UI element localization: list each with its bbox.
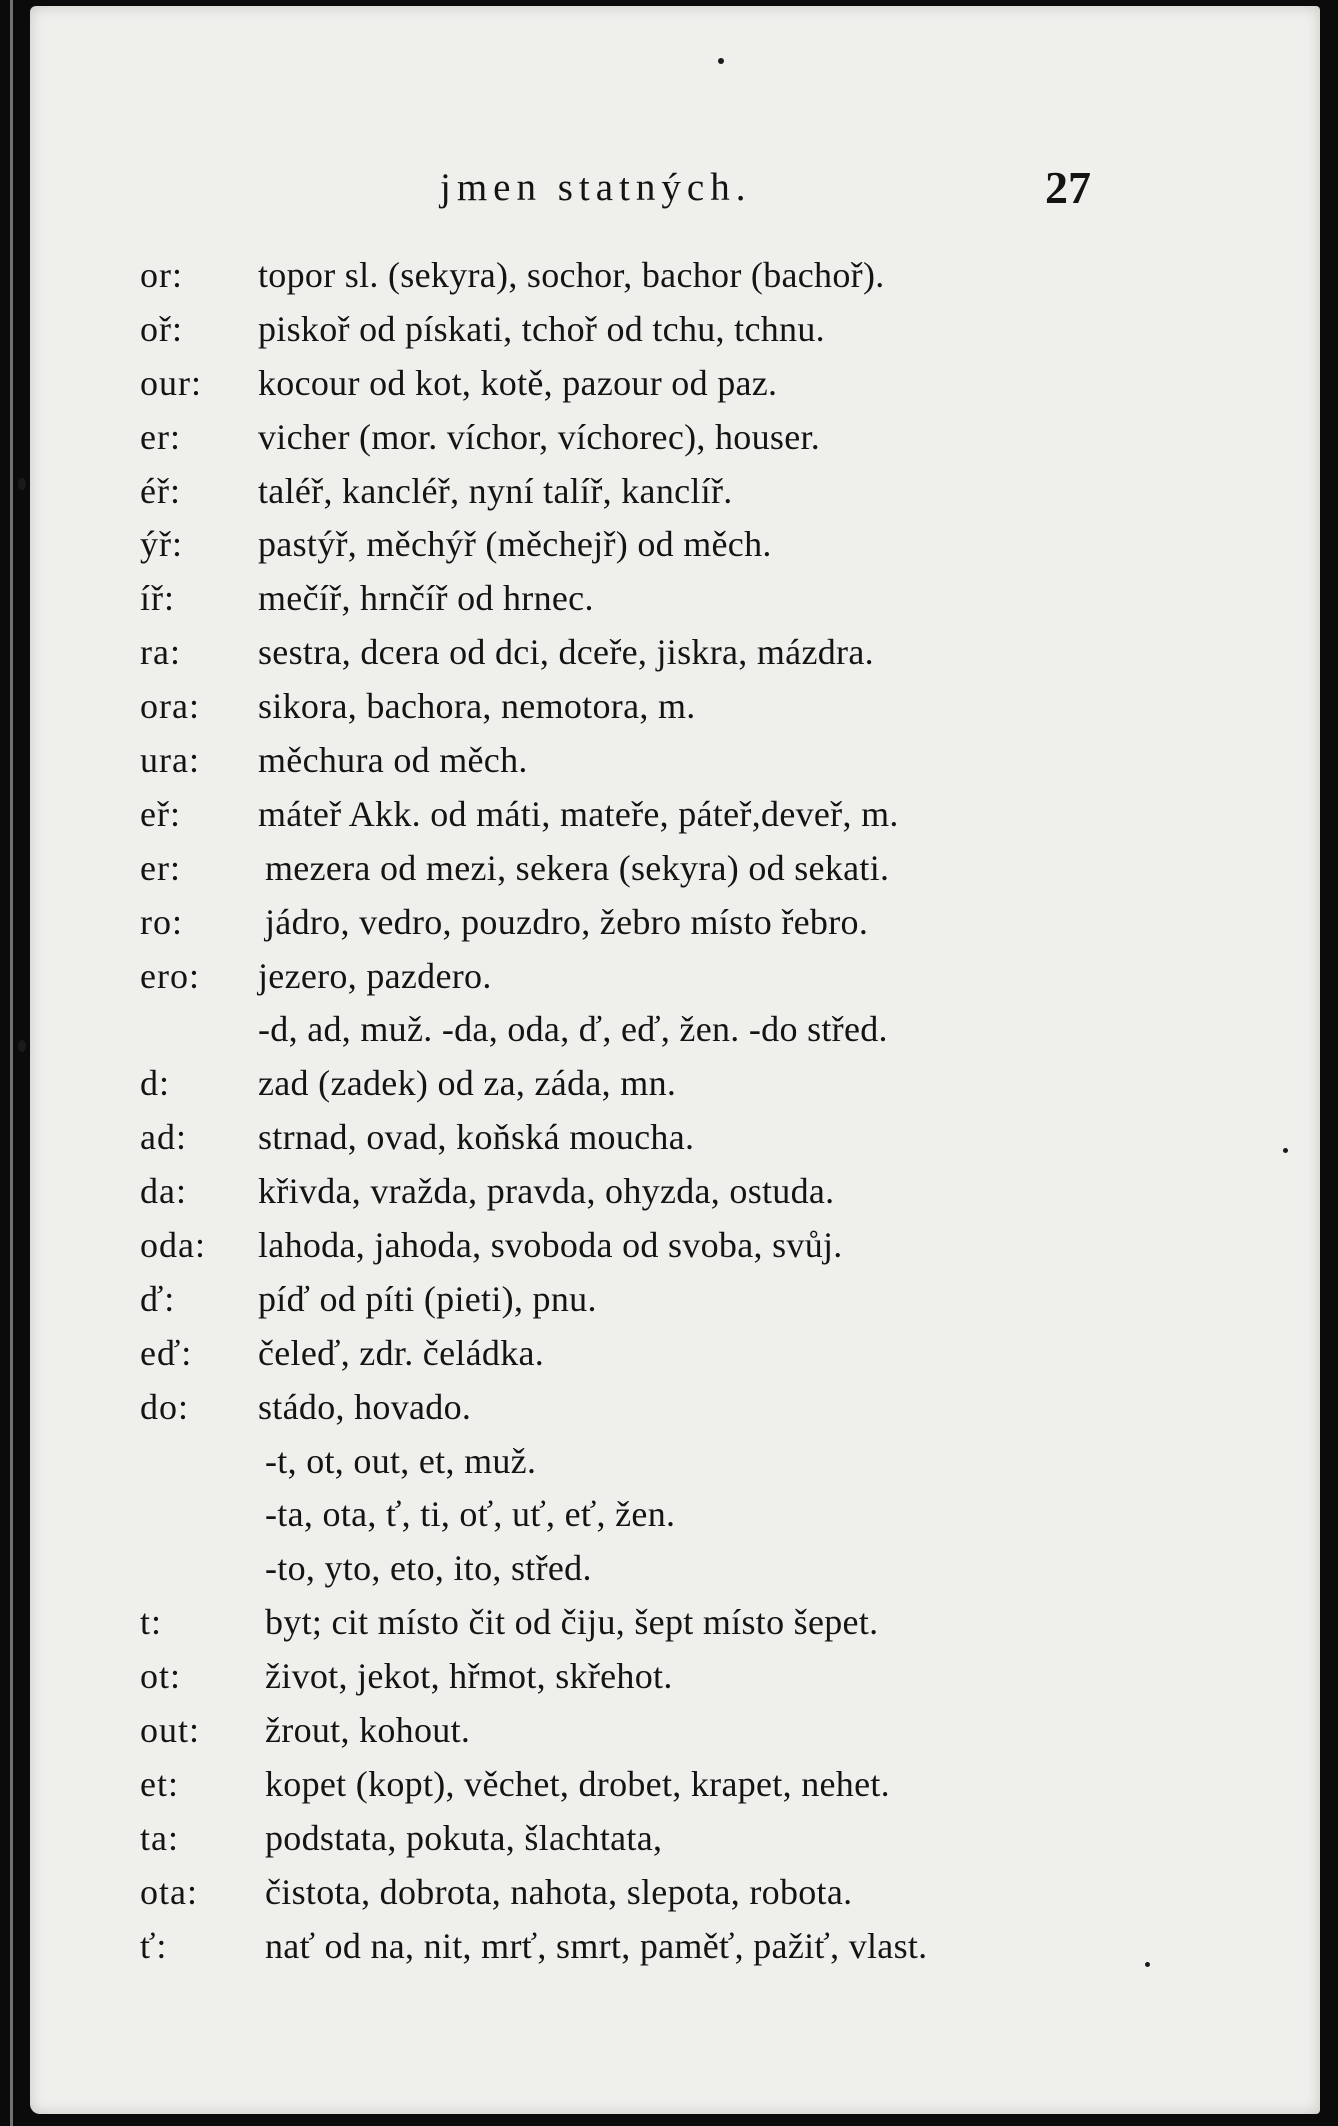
suffix-label: éř: [140,470,181,511]
suffix-label: eď: [140,1332,193,1373]
list-item [0,679,1338,733]
example-words: jezero, pazdero. [258,955,492,996]
page-header [0,158,1338,218]
ink-speck [718,58,724,64]
suffix-label: ad: [140,1117,187,1158]
example-words: měchura od měch. [258,740,528,781]
list-item [0,1757,1338,1811]
suffix-label: our: [140,362,202,403]
suffix-label: eř: [140,793,181,834]
list-item [0,1487,1338,1541]
list-item [0,410,1338,464]
list-item [0,949,1338,1003]
suffix-label: do: [140,1386,190,1427]
list-item [0,1811,1338,1865]
suffix-label: ta: [140,1817,179,1858]
list-item [0,1380,1338,1434]
suffix-label: ýř: [140,524,183,565]
suffix-label: ot: [140,1656,182,1697]
suffix-label: oda: [140,1225,206,1266]
suffix-label: d: [140,1063,171,1104]
list-item [0,1110,1338,1164]
list-item [0,625,1338,679]
example-words: byt; cit místo čit od čiju, šept místo šepet. [265,1602,879,1643]
suffix-label: ota: [140,1871,198,1912]
example-words: kopet (kopt), věchet, drobet, krapet, nehet. [265,1763,890,1804]
list-item [0,1865,1338,1919]
example-words: strnad, ovad, koňská moucha. [258,1117,695,1158]
example-words: vicher (mor. víchor, víchorec), houser. [258,416,821,457]
example-words: máteř Akk. od máti, mateře, páteř,deveř, m. [258,793,899,834]
example-words: zad (zadek) od za, záda, mn. [258,1063,677,1104]
list-item [0,517,1338,571]
list-item [0,356,1338,410]
suffix-label: er: [140,847,181,888]
suffix-label: t: [140,1602,163,1643]
ink-speck [1145,1962,1150,1967]
example-words: život, jekot, hřmot, skřehot. [265,1656,673,1697]
list-item [0,1326,1338,1380]
group-heading: -to, yto, eto, ito, střed. [265,1548,592,1589]
list-item [0,1218,1338,1272]
suffix-label: et: [140,1763,179,1804]
suffix-label: ť: [140,1925,168,1966]
suffix-label: ero: [140,955,200,996]
list-item [0,1649,1338,1703]
group-heading: -t, ot, out, et, muž. [265,1440,537,1481]
example-words: nať od na, nit, mrť, smrt, paměť, pažiť, vlast. [265,1925,928,1966]
group-heading: -d, ad, muž. -da, oda, ď, eď, žen. -do střed. [258,1009,888,1050]
suffix-label: oř: [140,308,183,349]
list-item [0,571,1338,625]
list-item [0,1919,1338,1973]
example-words: píď od píti (pieti), pnu. [258,1278,597,1319]
ink-speck [18,1040,26,1052]
example-words: topor sl. (sekyra), sochor, bachor (bachoř). [258,255,885,295]
suffix-label: ra: [140,632,181,673]
example-words: sestra, dcera od dci, dceře, jiskra, mázdra. [258,632,874,673]
example-words: taléř, kancléř, nyní talíř, kanclíř. [258,470,733,511]
suffix-label: out: [140,1710,201,1751]
list-item [0,1595,1338,1649]
suffix-list [0,248,1338,1973]
example-words: podstata, pokuta, šlachtata, [265,1817,663,1858]
suffix-label: ď: [140,1278,176,1319]
group-heading: -ta, ota, ť, ti, oť, uť, eť, žen. [265,1494,676,1535]
example-words: sikora, bachora, nemotora, m. [258,686,696,727]
list-item [0,248,1338,302]
example-words: piskoř od pískati, tchoř od tchu, tchnu. [258,308,825,349]
ink-speck [1283,1148,1288,1153]
example-words: žrout, kohout. [265,1710,471,1751]
example-words: mečíř, hrnčíř od hrnec. [258,578,594,619]
page-number: 27 [1045,162,1091,213]
suffix-label: ro: [140,901,183,942]
example-words: mezera od mezi, sekera (sekyra) od sekati. [265,847,890,888]
suffix-label: er: [140,416,181,457]
example-words: čeleď, zdr. čeládka. [258,1332,545,1373]
suffix-label: da: [140,1171,187,1212]
list-item [0,1541,1338,1595]
suffix-label: ura: [140,740,200,781]
list-item [0,1272,1338,1326]
suffix-label: ora: [140,686,200,727]
list-item [0,1002,1338,1056]
example-words: křivda, vražda, pravda, ohyzda, ostuda. [258,1171,835,1212]
ink-speck [18,478,26,490]
list-item [0,895,1338,949]
list-item [0,1164,1338,1218]
suffix-label: íř: [140,578,175,619]
example-words: jádro, vedro, pouzdro, žebro místo řebro. [265,901,869,942]
list-item [0,464,1338,518]
example-words: pastýř, měchýř (měchejř) od měch. [258,524,772,565]
list-item [0,302,1338,356]
list-item [0,1434,1338,1488]
list-item [0,1703,1338,1757]
example-words: kocour od kot, kotě, pazour od paz. [258,362,778,403]
example-words: stádo, hovado. [258,1386,472,1427]
list-item [0,841,1338,895]
example-words: čistota, dobrota, nahota, slepota, robota. [265,1871,853,1912]
list-item [0,733,1338,787]
suffix-label: or: [140,255,183,295]
running-head: jmen statných. [440,166,752,209]
list-item [0,787,1338,841]
list-item [0,1056,1338,1110]
example-words: lahoda, jahoda, svoboda od svoba, svůj. [258,1225,843,1266]
